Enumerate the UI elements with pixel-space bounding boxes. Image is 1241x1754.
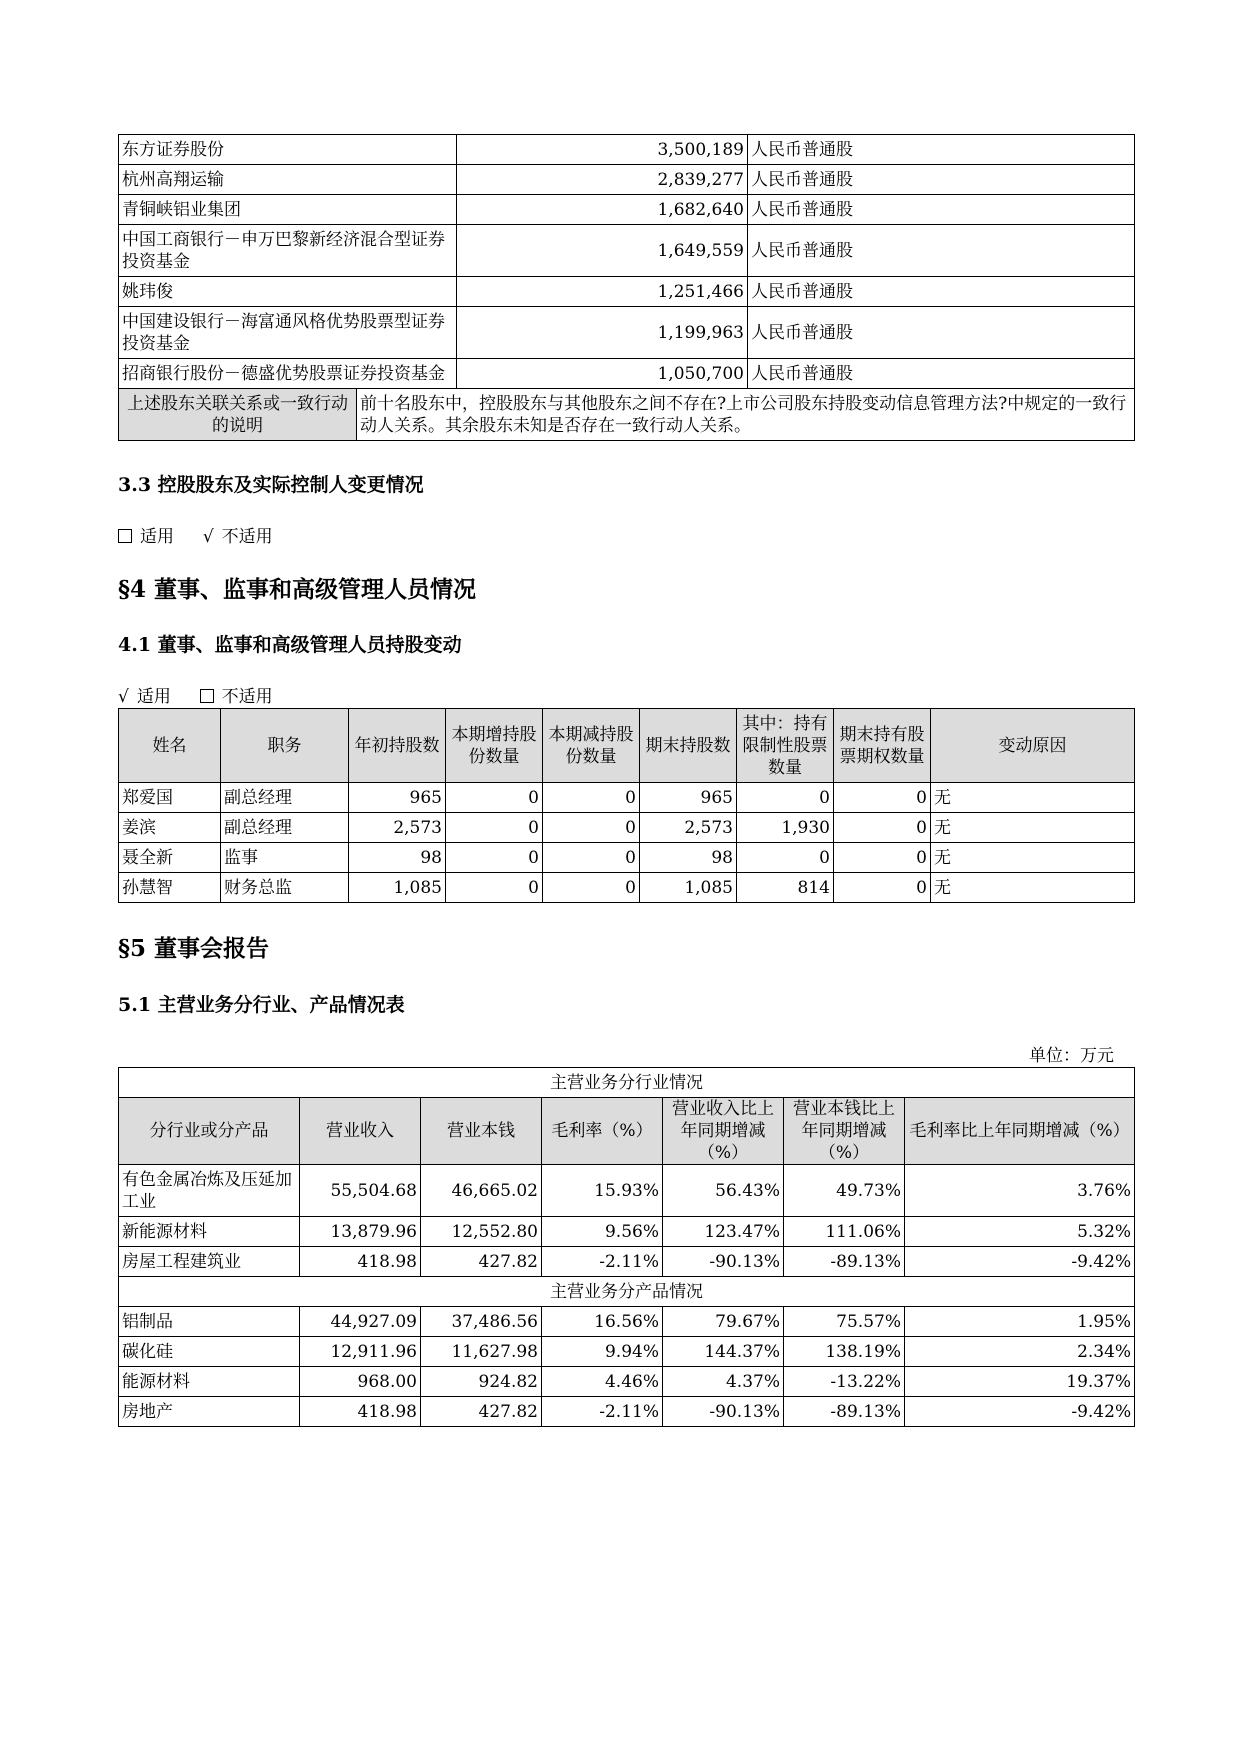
holders-note-table	[118, 388, 1135, 441]
table-row	[119, 135, 1135, 165]
holders-table-wrap	[118, 134, 1135, 441]
cell: 9.56%	[542, 1217, 663, 1247]
cell: 1,930	[737, 813, 834, 843]
table-caption-row	[119, 1277, 1135, 1307]
cell: 1,085	[640, 873, 737, 903]
holder-shares: 1,199,963	[457, 307, 748, 359]
cell: 138.19%	[784, 1337, 905, 1367]
header-cell: 营业收入比上年同期增减（%）	[663, 1098, 784, 1165]
section-4-1-options	[118, 682, 273, 707]
holder-name: 青铜峡铝业集团	[119, 195, 457, 225]
holder-type: 人民币普通股	[748, 165, 1135, 195]
cell: 0	[834, 813, 931, 843]
business-table	[118, 1067, 1135, 1427]
cell: -9.42%	[905, 1397, 1135, 1427]
header-cell: 姓名	[119, 709, 221, 783]
cell: 9.94%	[542, 1337, 663, 1367]
holder-name: 东方证券股份	[119, 135, 457, 165]
cell: 814	[737, 873, 834, 903]
cell: -2.11%	[542, 1397, 663, 1427]
cell: 房地产	[119, 1397, 300, 1427]
cell: 副总经理	[221, 783, 349, 813]
holder-type: 人民币普通股	[748, 195, 1135, 225]
cell: 0	[543, 843, 640, 873]
table-row	[119, 1165, 1135, 1217]
header-cell: 分行业或分产品	[119, 1098, 300, 1165]
table-row	[119, 307, 1135, 359]
cell: 0	[737, 783, 834, 813]
cell: -13.22%	[784, 1367, 905, 1397]
cell: 55,504.68	[300, 1165, 421, 1217]
cell: -90.13%	[663, 1397, 784, 1427]
cell: 924.82	[421, 1367, 542, 1397]
table-row	[119, 1367, 1135, 1397]
directors-table	[118, 708, 1135, 903]
section-4-title: §4 董事、监事和高级管理人员情况	[118, 576, 477, 603]
cell: 0	[543, 783, 640, 813]
cell: -90.13%	[663, 1247, 784, 1277]
table-row	[119, 165, 1135, 195]
cell: 房屋工程建筑业	[119, 1247, 300, 1277]
holder-name: 姚玮俊	[119, 277, 457, 307]
holder-type: 人民币普通股	[748, 277, 1135, 307]
table-row	[119, 873, 1135, 903]
table-row	[119, 813, 1135, 843]
header-cell: 年初持股数	[349, 709, 446, 783]
cell: 无	[931, 813, 1135, 843]
cell: 16.56%	[542, 1307, 663, 1337]
check-mark-icon: √	[118, 687, 129, 707]
table-row	[119, 1217, 1135, 1247]
cell: -9.42%	[905, 1247, 1135, 1277]
checkbox-empty-icon	[200, 689, 214, 703]
cell: 2.34%	[905, 1337, 1135, 1367]
cell: 0	[834, 843, 931, 873]
table-row	[119, 1307, 1135, 1337]
table-header-row	[119, 1098, 1135, 1165]
directors-table-wrap	[118, 708, 1135, 903]
header-cell: 本期减持股份数量	[543, 709, 640, 783]
holder-name: 中国建设银行－海富通风格优势股票型证券投资基金	[119, 307, 457, 359]
cell: 5.32%	[905, 1217, 1135, 1247]
cell: 15.93%	[542, 1165, 663, 1217]
holder-name: 杭州高翔运输	[119, 165, 457, 195]
holder-shares: 2,839,277	[457, 165, 748, 195]
cell: 0	[834, 783, 931, 813]
cell: 1.95%	[905, 1307, 1135, 1337]
cell: 2,573	[640, 813, 737, 843]
section-4-1-title: 4.1 董事、监事和高级管理人员持股变动	[118, 634, 462, 656]
holder-shares: 1,050,700	[457, 359, 748, 389]
cell: 123.47%	[663, 1217, 784, 1247]
table-row	[119, 225, 1135, 277]
cell: 46,665.02	[421, 1165, 542, 1217]
holder-name: 招商银行股份－德盛优势股票证券投资基金	[119, 359, 457, 389]
cell: 79.67%	[663, 1307, 784, 1337]
cell: 75.57%	[784, 1307, 905, 1337]
cell: 孙慧智	[119, 873, 221, 903]
holder-shares: 1,251,466	[457, 277, 748, 307]
table-row	[119, 195, 1135, 225]
cell: 965	[640, 783, 737, 813]
check-mark-icon: √	[202, 527, 214, 547]
cell: 98	[640, 843, 737, 873]
unit-label: 单位：万元	[1029, 1046, 1114, 1066]
cell: 13,879.96	[300, 1217, 421, 1247]
cell: 418.98	[300, 1397, 421, 1427]
section-3-3-options	[118, 522, 273, 547]
cell: 3.76%	[905, 1165, 1135, 1217]
holder-shares: 1,649,559	[457, 225, 748, 277]
cell: 0	[446, 813, 543, 843]
cell: 968.00	[300, 1367, 421, 1397]
cell: 2,573	[349, 813, 446, 843]
option-applicable: 适用	[136, 687, 171, 707]
cell: 0	[446, 843, 543, 873]
holder-shares: 3,500,189	[457, 135, 748, 165]
section-5-1-title: 5.1 主营业务分行业、产品情况表	[118, 994, 405, 1016]
cell: 聂全新	[119, 843, 221, 873]
cell: 铝制品	[119, 1307, 300, 1337]
cell: 965	[349, 783, 446, 813]
cell: 0	[446, 783, 543, 813]
table-header-row	[119, 709, 1135, 783]
header-cell: 营业本钱比上年同期增减（%）	[784, 1098, 905, 1165]
header-cell: 职务	[221, 709, 349, 783]
cell: 0	[446, 873, 543, 903]
table-row	[119, 389, 1135, 441]
holder-type: 人民币普通股	[748, 307, 1135, 359]
cell: 12,911.96	[300, 1337, 421, 1367]
table-row	[119, 359, 1135, 389]
header-cell: 营业本钱	[421, 1098, 542, 1165]
cell: 姜滨	[119, 813, 221, 843]
cell: 12,552.80	[421, 1217, 542, 1247]
cell: 0	[543, 813, 640, 843]
cell: 副总经理	[221, 813, 349, 843]
header-cell: 毛利率（%）	[542, 1098, 663, 1165]
cell: 427.82	[421, 1247, 542, 1277]
cell: -89.13%	[784, 1397, 905, 1427]
note-label: 上述股东关联关系或一致行动的说明	[119, 389, 357, 441]
header-cell: 期末持有股票期权数量	[834, 709, 931, 783]
option-applicable: 适用	[140, 527, 174, 547]
cell: 财务总监	[221, 873, 349, 903]
cell: 1,085	[349, 873, 446, 903]
cell: 144.37%	[663, 1337, 784, 1367]
cell: 0	[834, 873, 931, 903]
table-row	[119, 1247, 1135, 1277]
industry-caption: 主营业务分行业情况	[119, 1068, 1135, 1098]
cell: -2.11%	[542, 1247, 663, 1277]
cell: 监事	[221, 843, 349, 873]
table-row	[119, 1337, 1135, 1367]
cell: 0	[543, 873, 640, 903]
cell: 49.73%	[784, 1165, 905, 1217]
table-row	[119, 277, 1135, 307]
cell: 无	[931, 783, 1135, 813]
cell: 4.37%	[663, 1367, 784, 1397]
cell: 4.46%	[542, 1367, 663, 1397]
section-5-title: §5 董事会报告	[118, 935, 270, 962]
header-cell: 营业收入	[300, 1098, 421, 1165]
holder-type: 人民币普通股	[748, 135, 1135, 165]
cell: 11,627.98	[421, 1337, 542, 1367]
cell: 98	[349, 843, 446, 873]
cell: 有色金属冶炼及压延加工业	[119, 1165, 300, 1217]
holders-table	[118, 134, 1135, 389]
table-row	[119, 843, 1135, 873]
product-caption: 主营业务分产品情况	[119, 1277, 1135, 1307]
holder-name: 中国工商银行－申万巴黎新经济混合型证券投资基金	[119, 225, 457, 277]
cell: 能源材料	[119, 1367, 300, 1397]
table-row	[119, 1397, 1135, 1427]
cell: 0	[737, 843, 834, 873]
cell: 427.82	[421, 1397, 542, 1427]
cell: 111.06%	[784, 1217, 905, 1247]
header-cell: 本期增持股份数量	[446, 709, 543, 783]
holder-type: 人民币普通股	[748, 359, 1135, 389]
header-cell: 变动原因	[931, 709, 1135, 783]
cell: 418.98	[300, 1247, 421, 1277]
section-3-3-title: 3.3 控股股东及实际控制人变更情况	[118, 474, 424, 496]
holder-type: 人民币普通股	[748, 225, 1135, 277]
header-cell: 毛利率比上年同期增减（%）	[905, 1098, 1135, 1165]
checkbox-empty-icon	[118, 529, 132, 543]
cell: 无	[931, 873, 1135, 903]
option-not-applicable: 不适用	[221, 527, 273, 547]
note-text: 前十名股东中，控股股东与其他股东之间不存在?上市公司股东持股变动信息管理方法?中规定的一致行动人关系。其余股东未知是否存在一致行动人关系。	[357, 389, 1135, 441]
cell: 56.43%	[663, 1165, 784, 1217]
cell: 44,927.09	[300, 1307, 421, 1337]
option-not-applicable: 不适用	[221, 687, 273, 707]
table-row	[119, 783, 1135, 813]
header-cell: 期末持股数	[640, 709, 737, 783]
cell: -89.13%	[784, 1247, 905, 1277]
business-table-wrap	[118, 1067, 1135, 1427]
cell: 郑爱国	[119, 783, 221, 813]
cell: 新能源材料	[119, 1217, 300, 1247]
holder-shares: 1,682,640	[457, 195, 748, 225]
cell: 无	[931, 843, 1135, 873]
cell: 19.37%	[905, 1367, 1135, 1397]
cell: 碳化硅	[119, 1337, 300, 1367]
header-cell: 其中：持有限制性股票数量	[737, 709, 834, 783]
cell: 37,486.56	[421, 1307, 542, 1337]
table-caption-row	[119, 1068, 1135, 1098]
